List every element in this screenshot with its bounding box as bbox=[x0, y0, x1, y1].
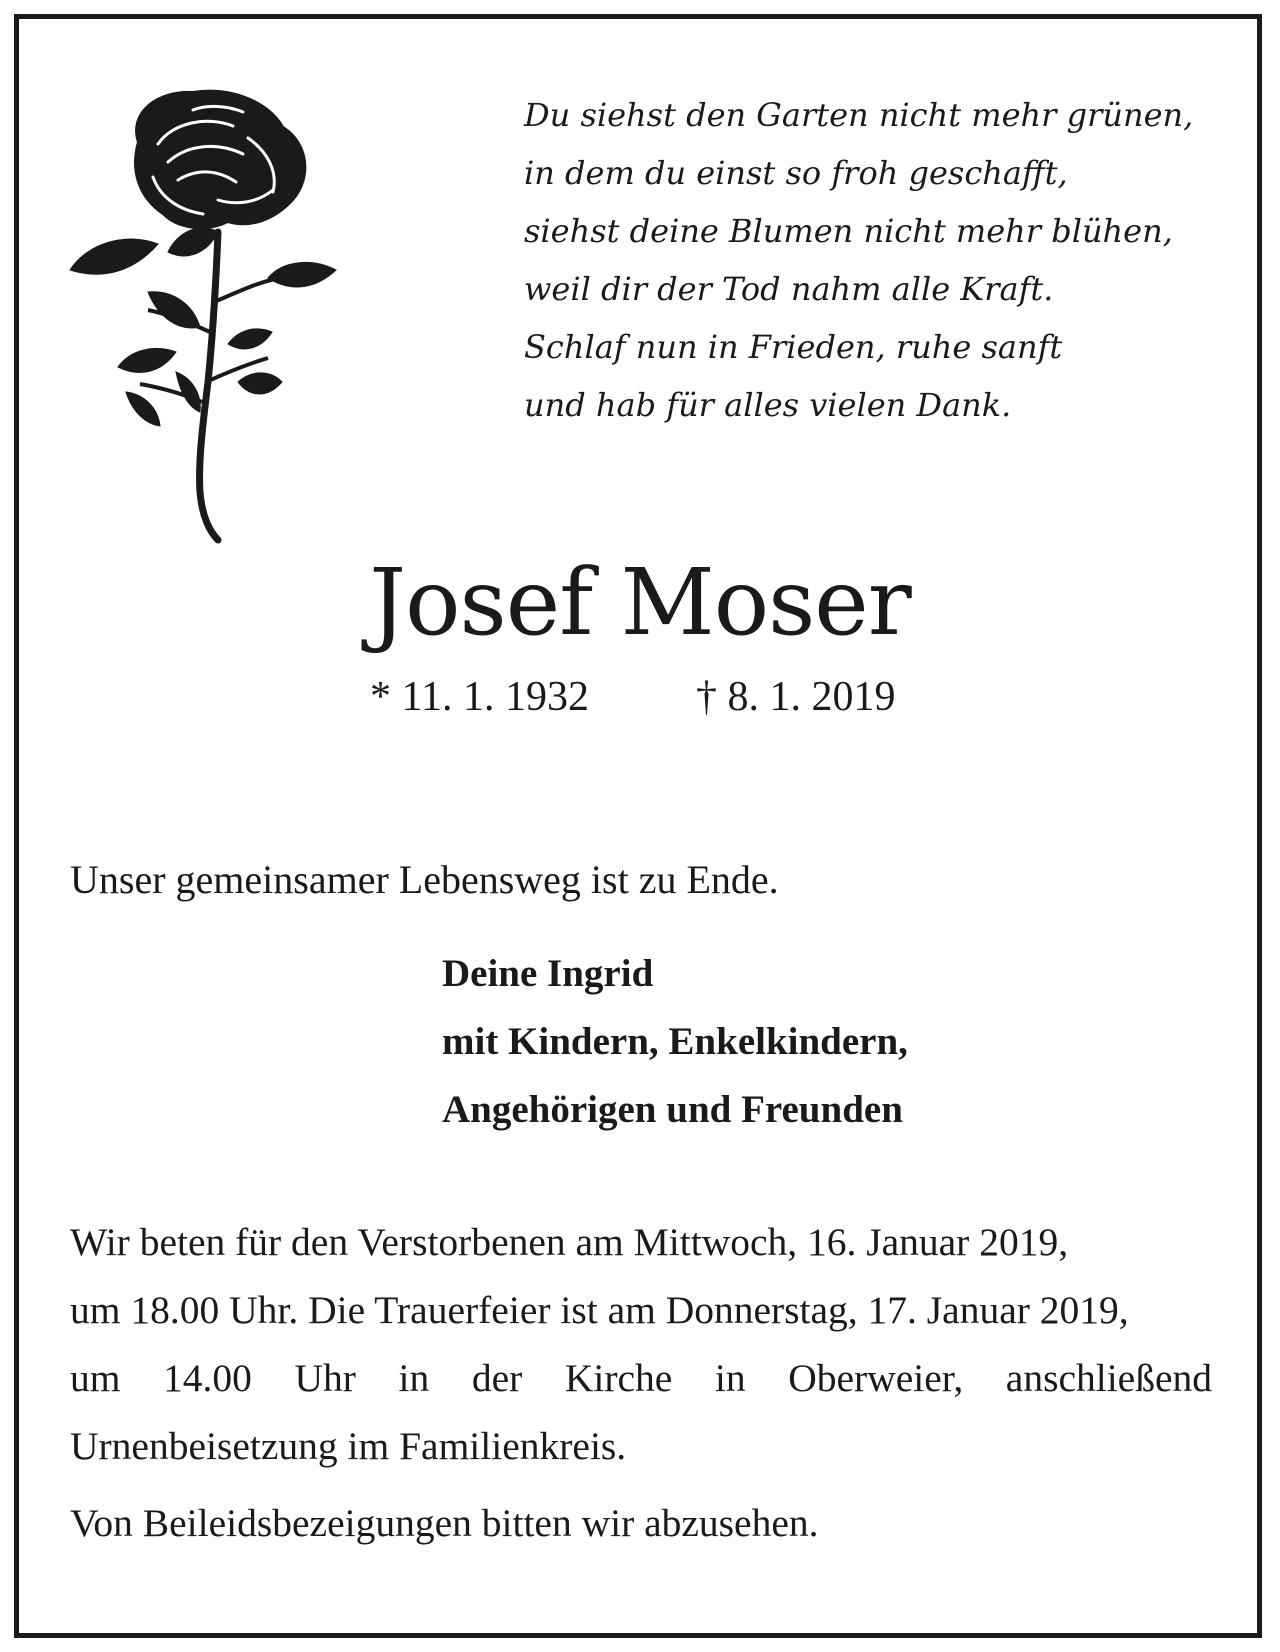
signature bbox=[442, 940, 908, 1144]
poem-line: Du siehst den Garten nicht mehr grünen, bbox=[524, 96, 1194, 134]
poem-line: Schlaf nun in Frieden, ruhe sanft bbox=[524, 328, 1063, 366]
poem-line: in dem du einst so froh geschafft, bbox=[524, 154, 1068, 192]
notice-line: Wir beten für den Verstorbenen am Mittwoch, 16. Januar 2019, bbox=[70, 1220, 1069, 1264]
rose-icon bbox=[68, 82, 348, 552]
notice-line: um 18.00 Uhr. Die Trauerfeier ist am Donnerstag, 17. Januar 2019, bbox=[70, 1288, 1129, 1332]
lead-text: Unser gemeinsamer Lebensweg ist zu Ende. bbox=[70, 857, 779, 902]
signature-line: Deine Ingrid bbox=[442, 952, 654, 995]
notice-line: Urnenbeisetzung im Familienkreis. bbox=[70, 1424, 627, 1468]
poem bbox=[524, 86, 1224, 434]
notice-line: um 14.00 Uhr in der Kirche in Oberweier, anschließend bbox=[70, 1356, 1212, 1400]
birth-date: * 11. 1. 1932 bbox=[370, 674, 589, 720]
signature-line: Angehörigen und Freunden bbox=[442, 1088, 903, 1131]
poem-line: siehst deine Blumen nicht mehr blühen, bbox=[524, 212, 1173, 250]
notice-text bbox=[70, 1208, 1212, 1480]
poem-line: und hab für alles vielen Dank. bbox=[524, 386, 1012, 424]
deceased-name: Josef Moser bbox=[369, 549, 911, 656]
death-date: † 8. 1. 2019 bbox=[696, 674, 896, 720]
signature-line: mit Kindern, Enkelkindern, bbox=[442, 1020, 908, 1063]
closing-text: Von Beileidsbezeigungen bitten wir abzusehen. bbox=[70, 1501, 819, 1545]
poem-line: weil dir der Tod nahm alle Kraft. bbox=[524, 270, 1054, 308]
